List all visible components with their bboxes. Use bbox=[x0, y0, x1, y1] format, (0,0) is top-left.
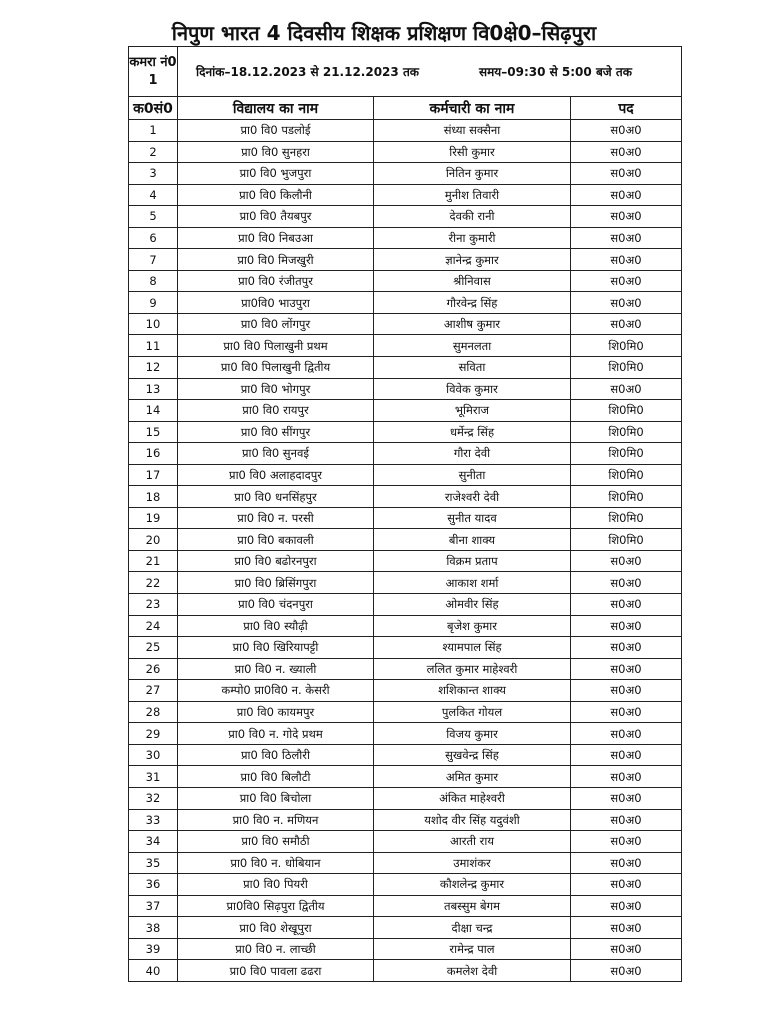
table-row bbox=[129, 335, 682, 357]
cell-employee: मुनीश तिवारी bbox=[374, 184, 571, 206]
table-row bbox=[129, 421, 682, 443]
table-row bbox=[129, 895, 682, 917]
cell-school: प्रा0 वि0 न. मणियन bbox=[178, 809, 374, 831]
cell-sno: 24 bbox=[129, 615, 178, 637]
cell-employee: पुलकित गोयल bbox=[374, 701, 571, 723]
cell-sno: 5 bbox=[129, 206, 178, 228]
header-row bbox=[129, 97, 682, 120]
cell-employee: ओमवीर सिंह bbox=[374, 594, 571, 616]
cell-employee: विजय कुमार bbox=[374, 723, 571, 745]
table-row bbox=[129, 184, 682, 206]
cell-employee: नितिन कुमार bbox=[374, 163, 571, 185]
table-row bbox=[129, 443, 682, 465]
cell-post: स0अ0 bbox=[571, 594, 682, 616]
roster-body bbox=[129, 47, 682, 982]
table-row bbox=[129, 357, 682, 379]
cell-employee: गौरवेन्द्र सिंह bbox=[374, 292, 571, 314]
cell-school: प्रा0 वि0 स्यौढ़ी bbox=[178, 615, 374, 637]
table-row bbox=[129, 141, 682, 163]
table-row bbox=[129, 529, 682, 551]
cell-sno: 30 bbox=[129, 744, 178, 766]
cell-sno: 2 bbox=[129, 141, 178, 163]
cell-sno: 13 bbox=[129, 378, 178, 400]
table-row bbox=[129, 227, 682, 249]
cell-employee: रिसी कुमार bbox=[374, 141, 571, 163]
cell-post: शि0मि0 bbox=[571, 486, 682, 508]
cell-employee: देवकी रानी bbox=[374, 206, 571, 228]
cell-school: प्रा0 वि0 न. गोदे प्रथम bbox=[178, 723, 374, 745]
cell-sno: 11 bbox=[129, 335, 178, 357]
cell-school: कम्पो0 प्रा0वि0 न. केसरी bbox=[178, 680, 374, 702]
cell-sno: 21 bbox=[129, 550, 178, 572]
table-row bbox=[129, 787, 682, 809]
cell-post: स0अ0 bbox=[571, 874, 682, 896]
cell-school: प्रा0 वि0 रंजीतपुर bbox=[178, 270, 374, 292]
table-row bbox=[129, 938, 682, 960]
cell-sno: 4 bbox=[129, 184, 178, 206]
cell-employee: श्यामपाल सिंह bbox=[374, 637, 571, 659]
cell-employee: उमाशंकर bbox=[374, 852, 571, 874]
cell-post: स0अ0 bbox=[571, 766, 682, 788]
cell-post: स0अ0 bbox=[571, 550, 682, 572]
cell-sno: 26 bbox=[129, 658, 178, 680]
cell-sno: 39 bbox=[129, 938, 178, 960]
cell-post: स0अ0 bbox=[571, 163, 682, 185]
cell-employee: गौरा देवी bbox=[374, 443, 571, 465]
col-header-sno: क0सं0 bbox=[129, 97, 178, 120]
cell-employee: बीना शाक्य bbox=[374, 529, 571, 551]
cell-sno: 31 bbox=[129, 766, 178, 788]
cell-employee: कमलेश देवी bbox=[374, 960, 571, 982]
cell-sno: 15 bbox=[129, 421, 178, 443]
table-row bbox=[129, 378, 682, 400]
cell-employee: श्रीनिवास bbox=[374, 270, 571, 292]
cell-school: प्रा0 वि0 बढोरनपुरा bbox=[178, 550, 374, 572]
cell-employee: आशीष कुमार bbox=[374, 313, 571, 335]
cell-employee: ललित कुमार माहेश्वरी bbox=[374, 658, 571, 680]
cell-employee: कौशलेन्द्र कुमार bbox=[374, 874, 571, 896]
cell-post: स0अ0 bbox=[571, 141, 682, 163]
schedule-info bbox=[178, 47, 682, 97]
cell-post: शि0मि0 bbox=[571, 400, 682, 422]
cell-sno: 7 bbox=[129, 249, 178, 271]
cell-school: प्रा0 वि0 मिजखुरी bbox=[178, 249, 374, 271]
cell-employee: अमित कुमार bbox=[374, 766, 571, 788]
cell-sno: 32 bbox=[129, 787, 178, 809]
cell-school: प्रा0 वि0 सुनहरा bbox=[178, 141, 374, 163]
cell-school: प्रा0 वि0 रायपुर bbox=[178, 400, 374, 422]
cell-employee: अंकित माहेश्वरी bbox=[374, 787, 571, 809]
cell-sno: 36 bbox=[129, 874, 178, 896]
cell-post: स0अ0 bbox=[571, 701, 682, 723]
cell-school: प्रा0 वि0 अलाहदादपुर bbox=[178, 464, 374, 486]
cell-sno: 18 bbox=[129, 486, 178, 508]
cell-employee: धर्मेन्द्र सिंह bbox=[374, 421, 571, 443]
table-row bbox=[129, 270, 682, 292]
cell-employee: यशोद वीर सिंह यदुवंशी bbox=[374, 809, 571, 831]
cell-sno: 17 bbox=[129, 464, 178, 486]
cell-sno: 1 bbox=[129, 120, 178, 142]
cell-post: स0अ0 bbox=[571, 723, 682, 745]
cell-post: शि0मि0 bbox=[571, 507, 682, 529]
cell-post: शि0मि0 bbox=[571, 335, 682, 357]
cell-school: प्रा0 वि0 न. परसी bbox=[178, 507, 374, 529]
cell-sno: 25 bbox=[129, 637, 178, 659]
cell-school: प्रा0 वि0 समौठी bbox=[178, 831, 374, 853]
cell-sno: 23 bbox=[129, 594, 178, 616]
cell-post: स0अ0 bbox=[571, 938, 682, 960]
cell-sno: 28 bbox=[129, 701, 178, 723]
cell-employee: सविता bbox=[374, 357, 571, 379]
cell-post: शि0मि0 bbox=[571, 529, 682, 551]
cell-employee: शशिकान्त शाक्य bbox=[374, 680, 571, 702]
cell-post: स0अ0 bbox=[571, 120, 682, 142]
cell-post: स0अ0 bbox=[571, 809, 682, 831]
cell-school: प्रा0 वि0 बकावली bbox=[178, 529, 374, 551]
cell-sno: 37 bbox=[129, 895, 178, 917]
cell-school: प्रा0 वि0 पियरी bbox=[178, 874, 374, 896]
table-row bbox=[129, 572, 682, 594]
cell-post: स0अ0 bbox=[571, 378, 682, 400]
table-row bbox=[129, 831, 682, 853]
cell-school: प्रा0 वि0 बिलौटी bbox=[178, 766, 374, 788]
cell-sno: 14 bbox=[129, 400, 178, 422]
cell-post: स0अ0 bbox=[571, 572, 682, 594]
cell-school: प्रा0 वि0 शेखूपुरा bbox=[178, 917, 374, 939]
cell-sno: 34 bbox=[129, 831, 178, 853]
cell-employee: सुखवेन्द्र सिंह bbox=[374, 744, 571, 766]
cell-sno: 40 bbox=[129, 960, 178, 982]
table-row bbox=[129, 120, 682, 142]
cell-sno: 33 bbox=[129, 809, 178, 831]
room-number: कमरा नं0 1 bbox=[129, 47, 178, 97]
table-row bbox=[129, 960, 682, 982]
cell-post: स0अ0 bbox=[571, 227, 682, 249]
cell-sno: 27 bbox=[129, 680, 178, 702]
cell-sno: 38 bbox=[129, 917, 178, 939]
cell-school: प्रा0 वि0 धनसिंहपुर bbox=[178, 486, 374, 508]
cell-employee: बृजेश कुमार bbox=[374, 615, 571, 637]
cell-school: प्रा0 वि0 न. लाच्छी bbox=[178, 938, 374, 960]
cell-employee: संध्या सक्सैना bbox=[374, 120, 571, 142]
cell-post: स0अ0 bbox=[571, 895, 682, 917]
date-range: दिनांक–18.12.2023 से 21.12.2023 तक bbox=[196, 65, 419, 79]
cell-school: प्रा0 वि0 पिलाखुनी प्रथम bbox=[178, 335, 374, 357]
table-row bbox=[129, 874, 682, 896]
training-roster-table bbox=[128, 46, 682, 982]
table-row bbox=[129, 744, 682, 766]
table-row bbox=[129, 766, 682, 788]
cell-employee: रीना कुमारी bbox=[374, 227, 571, 249]
cell-post: स0अ0 bbox=[571, 313, 682, 335]
cell-school: प्रा0 वि0 चंदनपुरा bbox=[178, 594, 374, 616]
cell-employee: भूमिराज bbox=[374, 400, 571, 422]
cell-sno: 29 bbox=[129, 723, 178, 745]
table-row bbox=[129, 809, 682, 831]
cell-post: शि0मि0 bbox=[571, 464, 682, 486]
cell-employee: सुनीत यादव bbox=[374, 507, 571, 529]
cell-post: स0अ0 bbox=[571, 831, 682, 853]
cell-employee: दीक्षा चन्द्र bbox=[374, 917, 571, 939]
cell-post: स0अ0 bbox=[571, 787, 682, 809]
cell-school: प्रा0वि0 सिढ़पुरा द्वितीय bbox=[178, 895, 374, 917]
cell-school: प्रा0 वि0 सुनवई bbox=[178, 443, 374, 465]
cell-school: प्रा0 वि0 ब्रिसिंगपुरा bbox=[178, 572, 374, 594]
cell-post: स0अ0 bbox=[571, 249, 682, 271]
table-row bbox=[129, 917, 682, 939]
cell-school: प्रा0 वि0 लोंगपुर bbox=[178, 313, 374, 335]
cell-sno: 8 bbox=[129, 270, 178, 292]
cell-sno: 6 bbox=[129, 227, 178, 249]
cell-post: शि0मि0 bbox=[571, 357, 682, 379]
table-row bbox=[129, 249, 682, 271]
cell-post: स0अ0 bbox=[571, 744, 682, 766]
col-header-employee: कर्मचारी का नाम bbox=[374, 97, 571, 120]
cell-post: स0अ0 bbox=[571, 206, 682, 228]
cell-post: स0अ0 bbox=[571, 292, 682, 314]
cell-post: शि0मि0 bbox=[571, 421, 682, 443]
cell-post: स0अ0 bbox=[571, 637, 682, 659]
cell-school: प्रा0 वि0 न. धोबियान bbox=[178, 852, 374, 874]
cell-post: शि0मि0 bbox=[571, 443, 682, 465]
cell-post: स0अ0 bbox=[571, 680, 682, 702]
table-row bbox=[129, 852, 682, 874]
table-row bbox=[129, 464, 682, 486]
table-row bbox=[129, 701, 682, 723]
cell-school: प्रा0 वि0 बिचोला bbox=[178, 787, 374, 809]
table-row bbox=[129, 400, 682, 422]
cell-post: स0अ0 bbox=[571, 615, 682, 637]
cell-sno: 20 bbox=[129, 529, 178, 551]
table-row bbox=[129, 637, 682, 659]
cell-school: प्रा0वि0 भाउपुरा bbox=[178, 292, 374, 314]
cell-post: स0अ0 bbox=[571, 917, 682, 939]
cell-post: स0अ0 bbox=[571, 658, 682, 680]
cell-school: प्रा0 वि0 भोगपुर bbox=[178, 378, 374, 400]
table-row bbox=[129, 658, 682, 680]
table-row bbox=[129, 163, 682, 185]
cell-post: स0अ0 bbox=[571, 960, 682, 982]
table-row bbox=[129, 594, 682, 616]
time-range: समय–09:30 से 5:00 बजे तक bbox=[479, 65, 632, 79]
cell-post: स0अ0 bbox=[571, 270, 682, 292]
cell-sno: 35 bbox=[129, 852, 178, 874]
cell-post: स0अ0 bbox=[571, 184, 682, 206]
meta-row bbox=[129, 47, 682, 97]
cell-employee: राजेश्वरी देवी bbox=[374, 486, 571, 508]
cell-sno: 3 bbox=[129, 163, 178, 185]
cell-sno: 12 bbox=[129, 357, 178, 379]
table-row bbox=[129, 486, 682, 508]
cell-school: प्रा0 वि0 पडलोई bbox=[178, 120, 374, 142]
table-row bbox=[129, 723, 682, 745]
table-row bbox=[129, 292, 682, 314]
cell-sno: 22 bbox=[129, 572, 178, 594]
cell-employee: रामेन्द्र पाल bbox=[374, 938, 571, 960]
cell-school: प्रा0 वि0 निबउआ bbox=[178, 227, 374, 249]
col-header-school: विद्यालय का नाम bbox=[178, 97, 374, 120]
cell-school: प्रा0 वि0 भुजपुरा bbox=[178, 163, 374, 185]
cell-sno: 19 bbox=[129, 507, 178, 529]
cell-employee: ज्ञानेन्द्र कुमार bbox=[374, 249, 571, 271]
table-row bbox=[129, 680, 682, 702]
table-row bbox=[129, 550, 682, 572]
cell-school: प्रा0 वि0 किलौनी bbox=[178, 184, 374, 206]
cell-school: प्रा0 वि0 न. ख्याली bbox=[178, 658, 374, 680]
col-header-post: पद bbox=[571, 97, 682, 120]
cell-school: प्रा0 वि0 खिरियापट्टी bbox=[178, 637, 374, 659]
cell-employee: आरती राय bbox=[374, 831, 571, 853]
cell-post: स0अ0 bbox=[571, 852, 682, 874]
cell-sno: 16 bbox=[129, 443, 178, 465]
table-row bbox=[129, 507, 682, 529]
table-row bbox=[129, 206, 682, 228]
cell-employee: सुनीता bbox=[374, 464, 571, 486]
cell-employee: विक्रम प्रताप bbox=[374, 550, 571, 572]
cell-sno: 10 bbox=[129, 313, 178, 335]
cell-employee: विवेक कुमार bbox=[374, 378, 571, 400]
cell-school: प्रा0 वि0 कायमपुर bbox=[178, 701, 374, 723]
cell-employee: तबस्सुम बेगम bbox=[374, 895, 571, 917]
cell-school: प्रा0 वि0 सींगपुर bbox=[178, 421, 374, 443]
table-row bbox=[129, 313, 682, 335]
cell-school: प्रा0 वि0 पिलाखुनी द्वितीय bbox=[178, 357, 374, 379]
cell-school: प्रा0 वि0 ठिलौरी bbox=[178, 744, 374, 766]
cell-employee: सुमनलता bbox=[374, 335, 571, 357]
cell-sno: 9 bbox=[129, 292, 178, 314]
cell-school: प्रा0 वि0 तैयबपुर bbox=[178, 206, 374, 228]
cell-school: प्रा0 वि0 पावला ढढरा bbox=[178, 960, 374, 982]
table-row bbox=[129, 615, 682, 637]
page-title: निपुण भारत 4 दिवसीय शिक्षक प्रशिक्षण वि0क्षे0–सिढ़पुरा bbox=[171, 21, 597, 45]
cell-employee: आकाश शर्मा bbox=[374, 572, 571, 594]
